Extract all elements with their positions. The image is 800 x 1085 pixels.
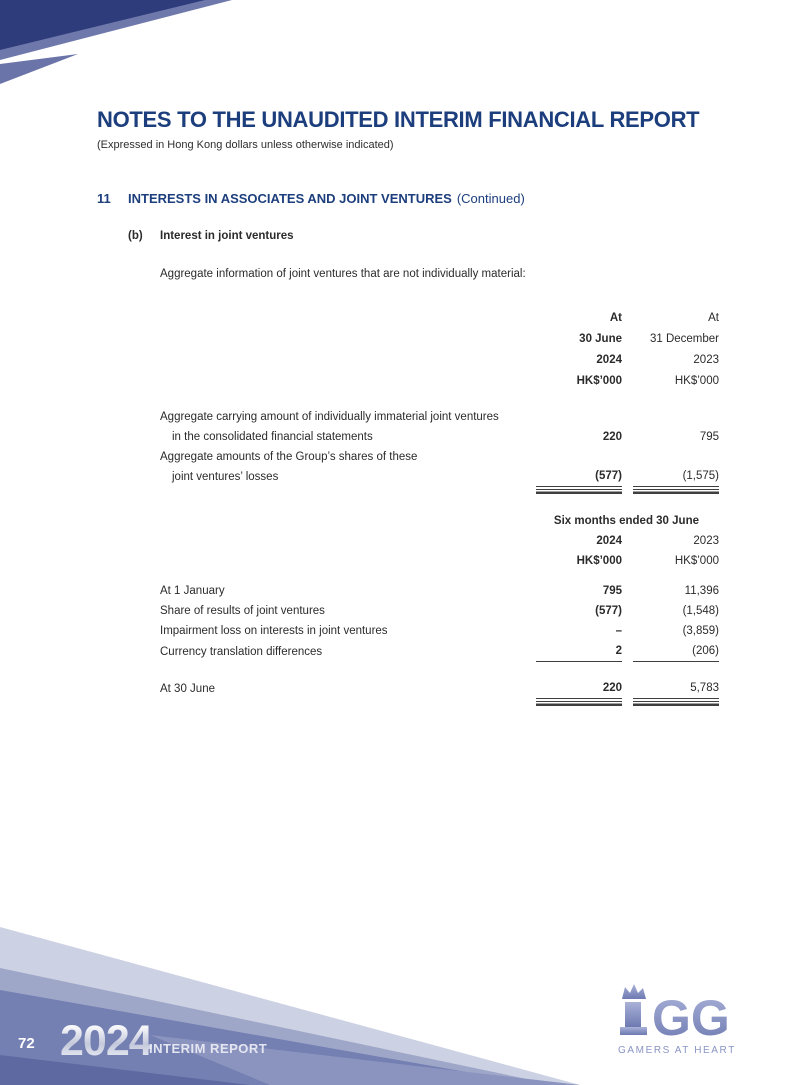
top-corner-decoration [0,0,800,110]
table1-total-rules [160,489,719,494]
double-rule [536,701,622,706]
value-2024: (577) [536,466,622,487]
table2-span-header: Six months ended 30 June [553,515,699,527]
top-sliver-shape [0,54,78,84]
value-2024: 795 [602,585,622,597]
value-2023: (3,859) [682,625,719,637]
section-number: 11 [97,191,111,206]
year-2023: 2023 [693,535,719,547]
subsection-heading [128,229,719,244]
page-title: NOTES TO THE UNAUDITED INTERIM FINANCIAL REPORT [97,107,700,132]
aggregate-info-table [160,308,719,494]
table2-total-row: At 30 June 220 5,783 [160,678,719,699]
logo-tagline: GAMERS AT HEART [618,1045,736,1056]
value-2023: 11,396 [684,585,719,597]
subsection-block [128,229,719,706]
unit-2024: HK$’000 [576,555,622,567]
double-rule [536,489,622,494]
table1-header [160,308,719,392]
subsection-label: (b) [128,230,143,242]
table1-body [160,407,719,494]
row-label: Aggregate carrying amount of individually immaterial joint ventures in the consolidated financial statements [160,411,499,443]
logo-gg-text: GG [652,990,730,1046]
table2-unit-row [160,551,719,571]
table2-total-rules [160,701,719,706]
row-label: Aggregate amounts of the Group’s shares of these joint ventures’ losses [160,451,418,483]
total-2024: 220 [536,678,622,699]
subsection-body [160,267,719,706]
table-row [160,447,719,487]
unit-2023: HK$’000 [674,555,719,567]
page-subtitle: (Expressed in Hong Kong dollars unless otherwise indicated) [97,139,394,151]
table-row: At 1 January 795 11,396 [160,581,719,601]
value-2023: (1,575) [633,466,719,487]
subsection-title: Interest in joint ventures [160,230,294,242]
logo-i-base [620,1027,647,1035]
page-content [97,104,719,706]
value-2024: 2 [536,641,622,662]
table-row [160,407,719,447]
crown-icon [622,984,646,999]
footer-report-label: INTERIM REPORT [149,1041,268,1056]
top-navy-triangle [0,0,205,50]
value-2024: (577) [595,605,622,617]
igg-logo [616,983,736,1057]
movement-table [160,511,719,706]
intro-text: Aggregate information of joint ventures that are not individually material: [160,268,526,280]
value-2024: 220 [602,431,622,443]
table2-header [160,511,719,571]
logo-i-stem [625,1002,641,1027]
value-2023: (206) [633,641,719,662]
footer-year: 2024 [60,1017,152,1065]
table1-col-2023-header: At 31 December 2023 HK$’000 [649,312,719,387]
table2-body [160,581,719,706]
table2-year-row [160,531,719,551]
double-rule [633,489,719,494]
table-row: Currency translation differences 2 (206) [160,641,719,662]
section-heading [97,191,719,207]
value-2024: – [615,625,622,637]
total-2023: 5,783 [633,678,719,699]
section-continued: (Continued) [456,191,525,206]
section-title: INTERESTS IN ASSOCIATES AND JOINT VENTURES [128,191,452,206]
table-row: Share of results of joint ventures (577) (1,548) [160,601,719,621]
year-2024: 2024 [596,535,622,547]
value-2023: (1,548) [682,605,719,617]
double-rule [633,701,719,706]
page-number: 72 [18,1035,35,1052]
table1-col-2024-header: At 30 June 2024 HK$’000 [576,312,622,387]
table-row: Impairment loss on interests in joint ventures – (3,859) [160,621,719,641]
value-2023: 795 [699,431,719,443]
